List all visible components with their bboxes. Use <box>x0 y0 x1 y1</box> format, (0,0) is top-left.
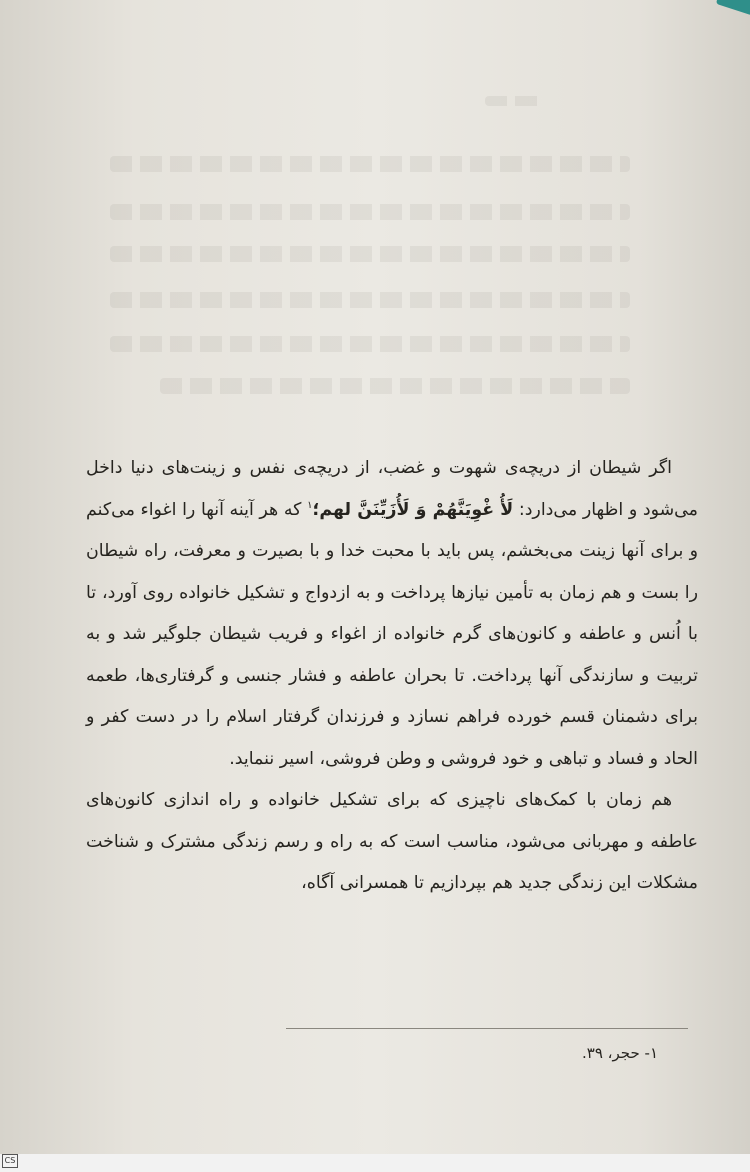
paragraph-2 <box>86 780 698 905</box>
show-through-header <box>485 96 545 106</box>
footnote: ١- حجر، ٣٩. <box>582 1044 658 1062</box>
quran-verse: لَأُ غْوِيَنَّهُمْ وَ لَأُزَيِّنَنَّ لهم؛ <box>312 499 514 520</box>
footnote-divider <box>286 1028 688 1029</box>
body-text <box>86 448 698 905</box>
scanner-strip <box>0 1154 750 1172</box>
show-through-line <box>160 378 630 394</box>
scanner-logo: CS <box>2 1154 18 1168</box>
show-through-line <box>110 246 630 262</box>
paragraph-2-text: هم زمان با کمک‌های ناچیزی که برای تشکیل خانواده و راه اندازی کانون‌های عاطفه و مهربانی می‌شود، مناسب است که به راه و رسم زندگی مشترک و شناخت مشکلات این زندگی جدید هم بپردازیم تا همسرانی آگاه، <box>86 790 698 893</box>
page-corner-accent <box>716 0 750 15</box>
show-through-line <box>110 336 630 352</box>
show-through-line <box>110 204 630 220</box>
show-through-line <box>110 156 630 172</box>
paragraph-1-part-2: که هر آینه آنها را اغواء می‌کنم و برای آنها زینت می‌بخشم، پس باید با محبت خدا و با بصیرت و معرفت، راه شیطان را بست و هم زمان به تأمین نیازها پرداخت و به ازدواج و تشکیل خانواده روی آورد، تا با اُنس و عاطفه و کانون‌های گرم خانواده از اغواء و فریب شیطان جلوگیر شد و به تربیت و سازندگی آنها پرداخت. تا بحران عاطفه و فشار جنسی و گرفتاری‌ها، طعمه برای دشمنان قسم خورده فراهم نسازد و فرزندان گرفتار اسلام را در دست کفر و الحاد و فساد و تباهی و خود فروشی و وطن فروشی، اسیر ننماید. <box>86 499 698 769</box>
paragraph-1 <box>86 448 698 780</box>
show-through-line <box>110 292 630 308</box>
paragraph-1-part-1: اگر شیطان از دریچه‌ی شهوت و غضب، از دریچه‌ی نفس و زینت‌های دنیا داخل می‌شود و اظهار می‌دارد: <box>86 458 698 520</box>
footnote-marker: ١ <box>307 499 313 511</box>
